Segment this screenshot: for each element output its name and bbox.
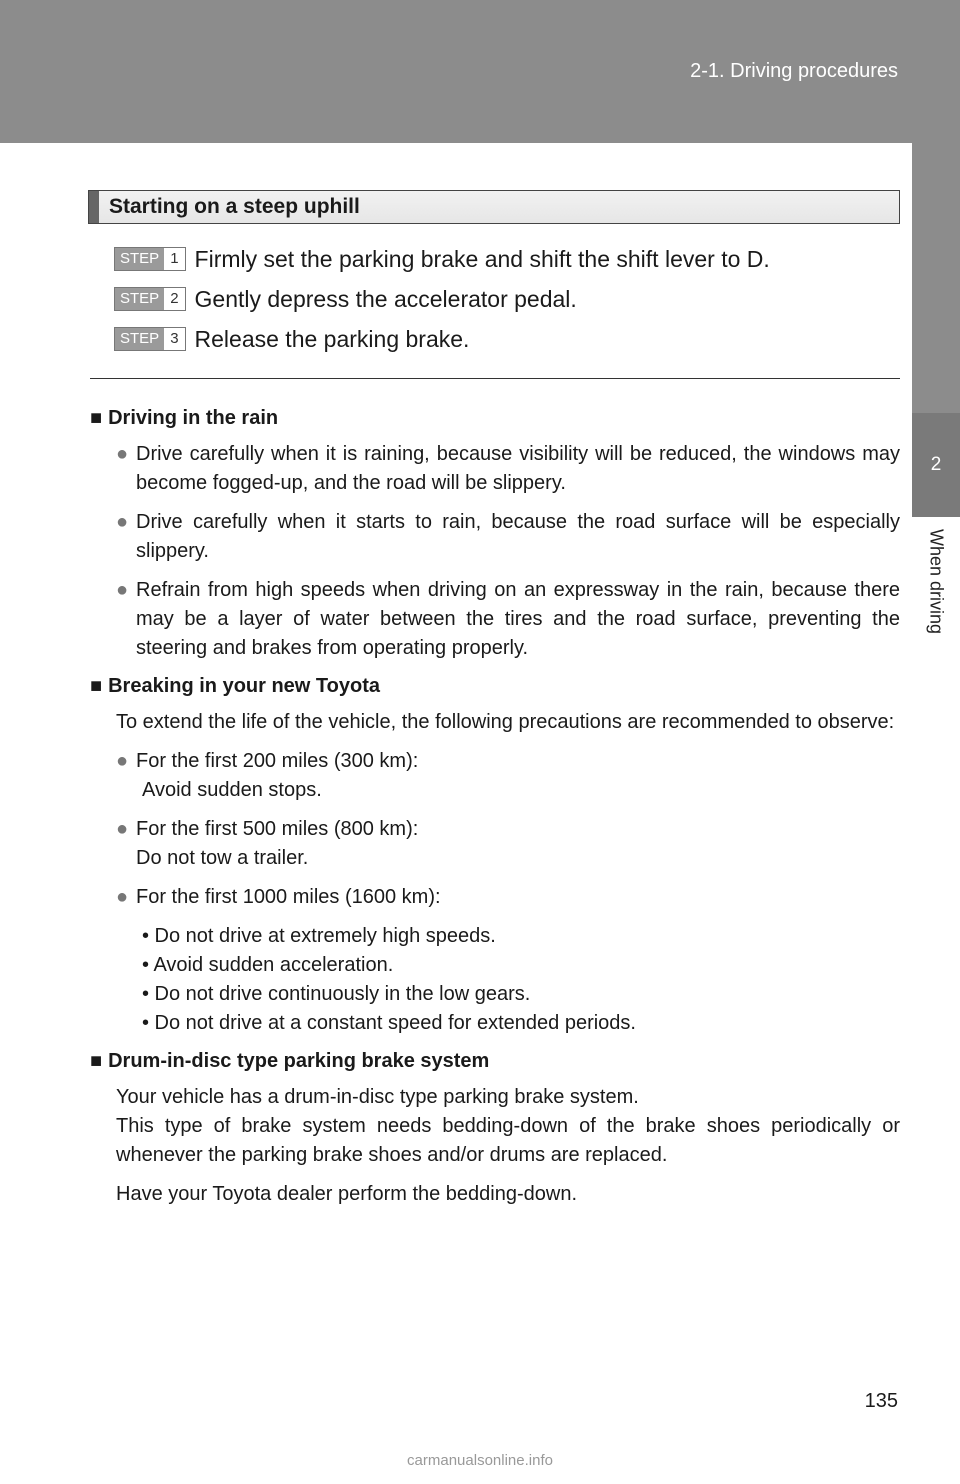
page-content (90, 190, 900, 1209)
page-header (0, 0, 960, 143)
step-row (114, 326, 900, 352)
list-item: ● Drive carefully when it starts to rain, because the road surface will be especially slippery. (90, 508, 900, 566)
square-marker-icon: ■ (90, 1050, 103, 1072)
side-tab-label-text: When driving (926, 529, 947, 635)
bullet-dot-icon: ● (116, 750, 129, 772)
bullet-dot-icon: ● (116, 511, 129, 533)
side-tab-label (912, 517, 960, 697)
side-tab-top (912, 143, 960, 413)
list-item: ● For the first 500 miles (800 km): (90, 815, 900, 844)
divider-rule (90, 378, 900, 379)
heading-breaking-in: ■ Breaking in your new Toyota (90, 675, 380, 697)
heading-driving-in-rain: ■ Driving in the rain (90, 407, 279, 429)
square-marker-icon: ■ (90, 675, 103, 697)
list-item: ● Refrain from high speeds when driving on an expressway in the rain, because there may be a layer of water between the tires and the road surface, preventing the steering and brakes from operating properly. (90, 576, 900, 663)
sub-list (90, 922, 900, 1038)
step-row (114, 286, 900, 312)
list-item-detail: Do not tow a trailer. (136, 847, 309, 869)
step-badge: STEP 2 (114, 287, 186, 311)
list-item-detail: Avoid sudden stops. (142, 779, 322, 801)
section-title-box (88, 190, 900, 224)
drum-paragraph: Have your Toyota dealer perform the bedding-down. (116, 1183, 578, 1205)
footer-watermark: carmanualsonline.info (407, 1452, 553, 1469)
step-badge: STEP 1 (114, 247, 186, 271)
sub-list-item: • Avoid sudden acceleration. (142, 954, 394, 976)
list-item: ● For the first 200 miles (300 km): (90, 747, 900, 776)
bullet-dot-icon: ● (116, 818, 129, 840)
sub-list-item: • Do not drive at a constant speed for extended periods. (142, 1012, 636, 1034)
step-text: Firmly set the parking brake and shift the shift lever to D. (194, 245, 770, 272)
step-text: Gently depress the accelerator pedal. (194, 285, 577, 312)
heading-drum-in-disc: ■ Drum-in-disc type parking brake system (90, 1050, 490, 1072)
bullet-dot-icon: ● (116, 579, 129, 601)
step-badge: STEP 3 (114, 327, 186, 351)
bullet-dot-icon: ● (116, 886, 129, 908)
section-title: Starting on a steep uphill (109, 195, 360, 218)
breakin-intro: To extend the life of the vehicle, the following precautions are recommended to observe: (116, 711, 895, 733)
list-item: ● Drive carefully when it is raining, because visibility will be reduced, the windows may become fogged-up, and the road will be slippery. (90, 440, 900, 498)
drum-paragraph: Your vehicle has a drum-in-disc type parking brake system. This type of brake system needs bedding-down of the brake shoes periodically or whenever the parking brake shoes and/or drums are replaced. (116, 1086, 900, 1166)
bullet-dot-icon: ● (116, 443, 129, 465)
side-tab-bottom (912, 697, 960, 1484)
sub-list-item: • Do not drive at extremely high speeds. (142, 925, 496, 947)
step-text: Release the parking brake. (194, 325, 470, 352)
page-number: 135 (864, 1390, 898, 1412)
side-tab-chapter-number: 2 (912, 413, 960, 517)
square-marker-icon: ■ (90, 407, 103, 429)
list-item: ● For the first 1000 miles (1600 km): (90, 883, 900, 912)
header-section-title: 2-1. Driving procedures (690, 60, 898, 82)
sub-list-item: • Do not drive continuously in the low gears. (142, 983, 531, 1005)
step-row (114, 246, 900, 272)
